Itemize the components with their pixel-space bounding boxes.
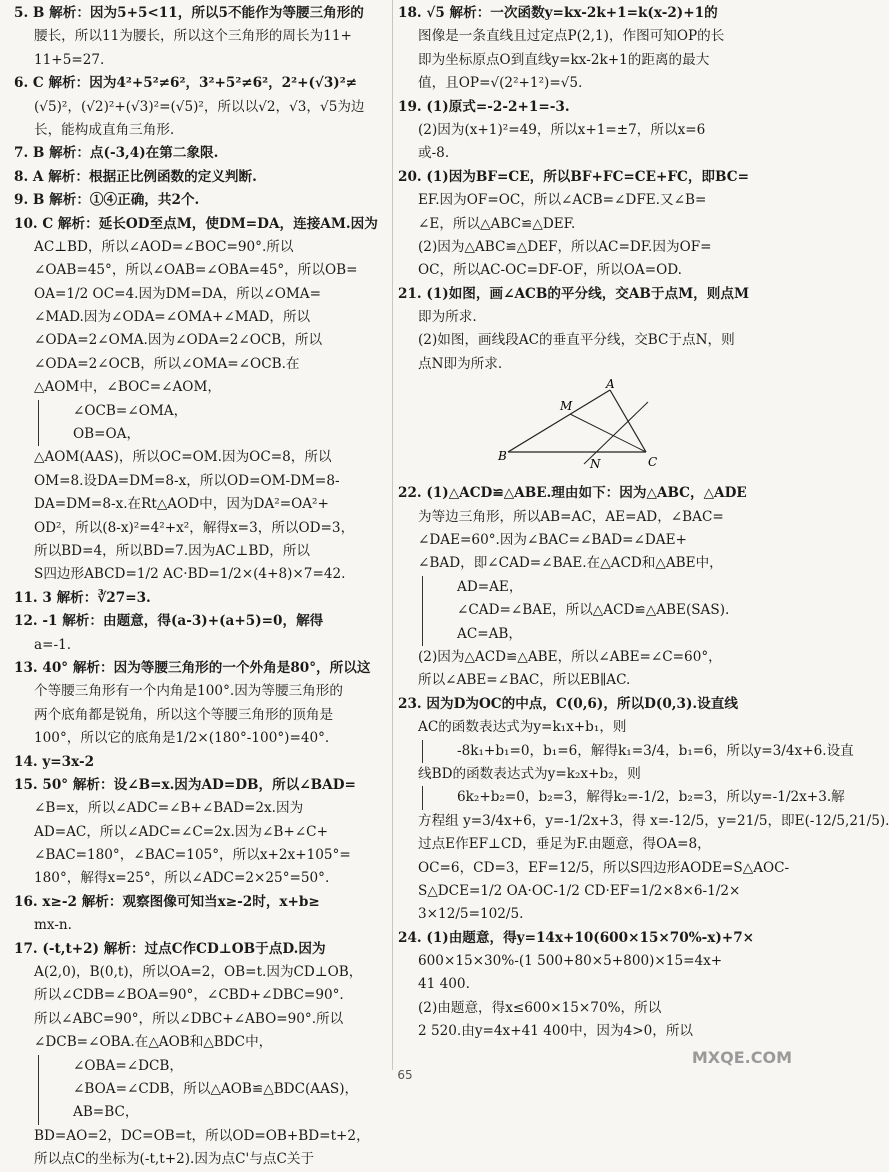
- answer-line: 8. A 解析：根据正比例函数的定义判断.: [14, 168, 257, 185]
- label-N: N: [590, 457, 601, 472]
- answer-line: ∠OCB=∠OMA，: [38, 400, 392, 423]
- answer-line: 600×15×30%-(1 500+80×5+800)×15=4x+: [418, 953, 723, 970]
- answer-line: 9. B 解析：①④正确，共2个.: [14, 192, 200, 209]
- answer-line: 18. √5 解析：一次函数y=kx-2k+1=k(x-2)+1的: [398, 5, 718, 21]
- answer-line: ∠B=x，所以∠ADC=∠B+∠BAD=2x.因为: [34, 800, 304, 817]
- answer-line: 2 520.由y=4x+41 400中，因为4>0，所以: [418, 1023, 694, 1040]
- right-column: [398, 2, 889, 1044]
- answer-line: 13. 40° 解析：因为等腰三角形的一个外角是80°，所以这: [14, 659, 371, 676]
- answer-line: 11+5=27.: [34, 51, 105, 68]
- answer-line: 17. (-t,t+2) 解析：过点C作CD⊥OB于点D.因为: [14, 940, 326, 957]
- answer-line: ∠CAD=∠BAE，所以△ACD≌△ABE(SAS).: [422, 599, 794, 622]
- column-divider: [392, 0, 393, 1070]
- answer-line: 个等腰三角形有一个内角是100°.因为等腰三角形的: [34, 683, 343, 700]
- label-A: A: [606, 377, 615, 392]
- answer-line: 21. (1)如图，画∠ACB的平分线，交AB于点M，则点M: [398, 285, 749, 302]
- answer-line: 线BD的函数表达式为y=k₂x+b₂，则: [418, 765, 641, 782]
- answer-line: OB=OA，: [38, 423, 392, 446]
- answer-line: △AOM(AAS)，所以OC=OM.因为OC=8，所以: [34, 449, 332, 466]
- answer-line: AC的函数表达式为y=k₁x+b₁，则: [418, 719, 627, 736]
- answer-line: BD=AO=2，DC=OB=t，所以OD=OB+BD=t+2，: [34, 1127, 370, 1144]
- answer-line: 所以∠CDB=∠BOA=90°，∠CBD+∠DBC=90°.: [34, 987, 344, 1004]
- answer-line: 即为坐标原点O到直线y=kx-2k+1的距离的最大: [418, 51, 710, 68]
- answer-line: 19. (1)原式=-2-2+1=-3.: [398, 98, 570, 115]
- answer-line: ∠DCB=∠OBA.在△AOB和△BDC中，: [34, 1034, 273, 1051]
- triangle-construction-figure: [498, 377, 678, 472]
- answer-line: 或-8.: [418, 145, 450, 162]
- answer-line: AB=BC，: [38, 1101, 392, 1124]
- answer-line: 所以BD=4，所以BD=7.因为AC⊥BD，所以: [34, 542, 311, 559]
- answer-line: (2)因为△ACD≌△ABE，所以∠ABE=∠C=60°，: [418, 648, 722, 665]
- answer-line: mx-n.: [34, 917, 72, 934]
- answer-line: 24. (1)由题意，得y=14x+10(600×15×70%-x)+7×: [398, 929, 755, 946]
- answer-line: S四边形ABCD=1/2 AC·BD=1/2×(4+8)×7=42.: [34, 566, 346, 583]
- answer-line: AC=AB，: [422, 623, 794, 646]
- answer-line: 41 400.: [418, 976, 470, 993]
- answer-line: 20. (1)因为BF=CE，所以BF+FC=CE+FC，即BC=: [398, 168, 749, 185]
- answer-line: OD²，所以(8-x)²=4²+x²，解得x=3，所以OD=3，: [34, 519, 355, 536]
- answer-line: 方程组 y=3/4x+6，y=-1/2x+3，得 x=-12/5，y=21/5，即E(-12/5,21/5).: [418, 812, 889, 829]
- answer-line: (2)因为△ABC≌△DEF，所以AC=DF.因为OF=: [418, 238, 712, 255]
- answer-line: -8k₁+b₁=0，b₁=6，解得k₁=3/4，b₁=6，所以y=3/4x+6.设直: [422, 740, 794, 763]
- answer-line: △AOM中，∠BOC=∠AOM，: [34, 379, 221, 396]
- answer-line: 所以∠ABC=90°，所以∠DBC+∠ABO=90°.所以: [34, 1010, 344, 1027]
- answer-line: 图像是一条直线且过定点P(2,1)，作图可知OP的长: [418, 28, 725, 45]
- answer-line: 5. B 解析：因为5+5<11，所以5不能作为等腰三角形的: [14, 5, 364, 21]
- answer-line: a=-1.: [34, 636, 72, 653]
- answer-line: AD=AC，所以∠ADC=∠C=2x.因为∠B+∠C+: [34, 823, 328, 840]
- answer-line: 14. y=3x-2: [14, 753, 95, 770]
- answer-line: 点N即为所求.: [418, 355, 503, 372]
- answer-line: (√5)²，(√2)²+(√3)²=(√5)²，所以以√2，√3，√5为边: [34, 98, 365, 115]
- answer-line: ∠DAE=60°.因为∠BAC=∠BAD=∠DAE+: [418, 532, 687, 549]
- answer-line: 值，且OP=√(2²+1²)=√5.: [418, 75, 583, 92]
- answer-line: ∠BOA=∠CDB，所以△AOB≌△BDC(AAS)，: [38, 1078, 392, 1101]
- answer-line: ∠E，所以△ABC≌△DEF.: [418, 215, 576, 232]
- answer-line: 180°，解得x=25°，所以∠ADC=2×25°=50°.: [34, 870, 330, 887]
- answer-line: 6. C 解析：因为4²+5²≠6²，3²+5²≠6²，2²+(√3)²≠: [14, 75, 358, 92]
- answer-line: OC=6，CD=3，EF=12/5，所以S四边形AODE=S△AOC-: [418, 859, 790, 876]
- answer-line: OC，所以AC-OC=DF-OF，所以OA=OD.: [418, 262, 682, 279]
- answer-line: 腰长，所以11为腰长，所以这个三角形的周长为11+: [34, 28, 352, 45]
- answer-line: 7. B 解析：点(-3,4)在第二象限.: [14, 145, 219, 162]
- answer-line: 10. C 解析：延长OD至点M，使DM=DA，连接AM.因为: [14, 215, 378, 232]
- answer-line: 12. -1 解析：由题意，得(a-3)+(a+5)=0，解得: [14, 613, 324, 630]
- answer-line: 即为所求.: [418, 309, 477, 326]
- answer-line: 过点E作EF⊥CD，垂足为F.由题意，得OA=8，: [418, 836, 711, 853]
- answer-line: 所以∠ABE=∠BAC，所以EB∥AC.: [418, 672, 631, 689]
- answer-line: 长，能构成直角三角形.: [34, 121, 175, 138]
- answer-line: ∠OBA=∠DCB，: [38, 1055, 392, 1078]
- answer-line: 15. 50° 解析：设∠B=x.因为AD=DB，所以∠BAD=: [14, 776, 356, 793]
- answer-line: EF.因为OF=OC，所以∠ACB=∠DFE.又∠B=: [418, 192, 707, 209]
- answer-line: AD=AE，: [422, 576, 794, 599]
- answer-line: S△DCE=1/2 OA·OC-1/2 CD·EF=1/2×8×6-1/2×: [418, 882, 741, 899]
- label-M: M: [560, 399, 573, 414]
- answer-line: ∠ODA=2∠OCB，所以∠OMA=∠OCB.在: [34, 355, 300, 372]
- answer-line: DA=DM=8-x.在Rt△AOD中，因为DA²=OA²+: [34, 496, 329, 513]
- answer-line: ∠ODA=2∠OMA.因为∠ODA=2∠OCB，所以: [34, 332, 323, 349]
- page-number: 65: [397, 1068, 413, 1082]
- answer-line: ∠MAD.因为∠ODA=∠OMA+∠MAD，所以: [34, 309, 311, 326]
- answer-line: 100°，所以它的底角是1/2×(180°-100°)=40°.: [34, 730, 330, 747]
- answer-line: 11. 3 解析：∛27=3.: [14, 589, 151, 606]
- answer-line: ∠OAB=45°，所以∠OAB=∠OBA=45°，所以OB=: [34, 262, 358, 279]
- answer-line: 22. (1)△ACD≌△ABE.理由如下：因为△ABC，△ADE: [398, 485, 747, 502]
- answer-line: 为等边三角形，所以AB=AC，AE=AD，∠BAC=: [418, 508, 724, 525]
- answer-line: 两个底角都是锐角，所以这个等腰三角形的顶角是: [34, 706, 334, 723]
- answer-line: 3×12/5=102/5.: [418, 906, 524, 923]
- answer-line: (2)如图，画线段AC的垂直平分线，交BC于点N，则: [418, 332, 735, 349]
- label-C: C: [648, 455, 658, 470]
- triangle-diagram: [398, 377, 794, 476]
- watermark-logo: MXQE.COM: [691, 1048, 792, 1067]
- answer-line: 6k₂+b₂=0，b₂=3，解得k₂=-1/2，b₂=3，所以y=-1/2x+3.解: [422, 786, 794, 809]
- answer-line: A(2,0)，B(0,t)，所以OA=2，OB=t.因为CD⊥OB，: [34, 964, 363, 981]
- answer-line: (2)因为(x+1)²=49，所以x+1=±7，所以x=6: [418, 121, 706, 138]
- answer-line: 16. x≥-2 解析：观察图像可知当x≥-2时，x+b≥: [14, 893, 320, 910]
- answer-line: 所以点C的坐标为(-t,t+2).因为点C'与点C关于: [34, 1151, 315, 1168]
- answer-line: OM=8.设DA=DM=8-x，所以OD=OM-DM=8-: [34, 472, 340, 489]
- answer-line: ∠BAD，即∠CAD=∠BAE.在△ACD和△ABE中，: [418, 555, 723, 572]
- left-column: [14, 2, 392, 1172]
- answer-line: 23. 因为D为OC的中点，C(0,6)，所以D(0,3).设直线: [398, 695, 738, 712]
- answer-line: AC⊥BD，所以∠AOD=∠BOC=90°.所以: [34, 238, 294, 255]
- answer-line: (2)由题意，得x≤600×15×70%，所以: [418, 999, 662, 1016]
- answer-line: ∠BAC=180°，∠BAC=105°，所以x+2x+105°=: [34, 847, 351, 864]
- label-B: B: [498, 449, 507, 464]
- answer-line: OA=1/2 OC=4.因为DM=DA，所以∠OMA=: [34, 285, 322, 302]
